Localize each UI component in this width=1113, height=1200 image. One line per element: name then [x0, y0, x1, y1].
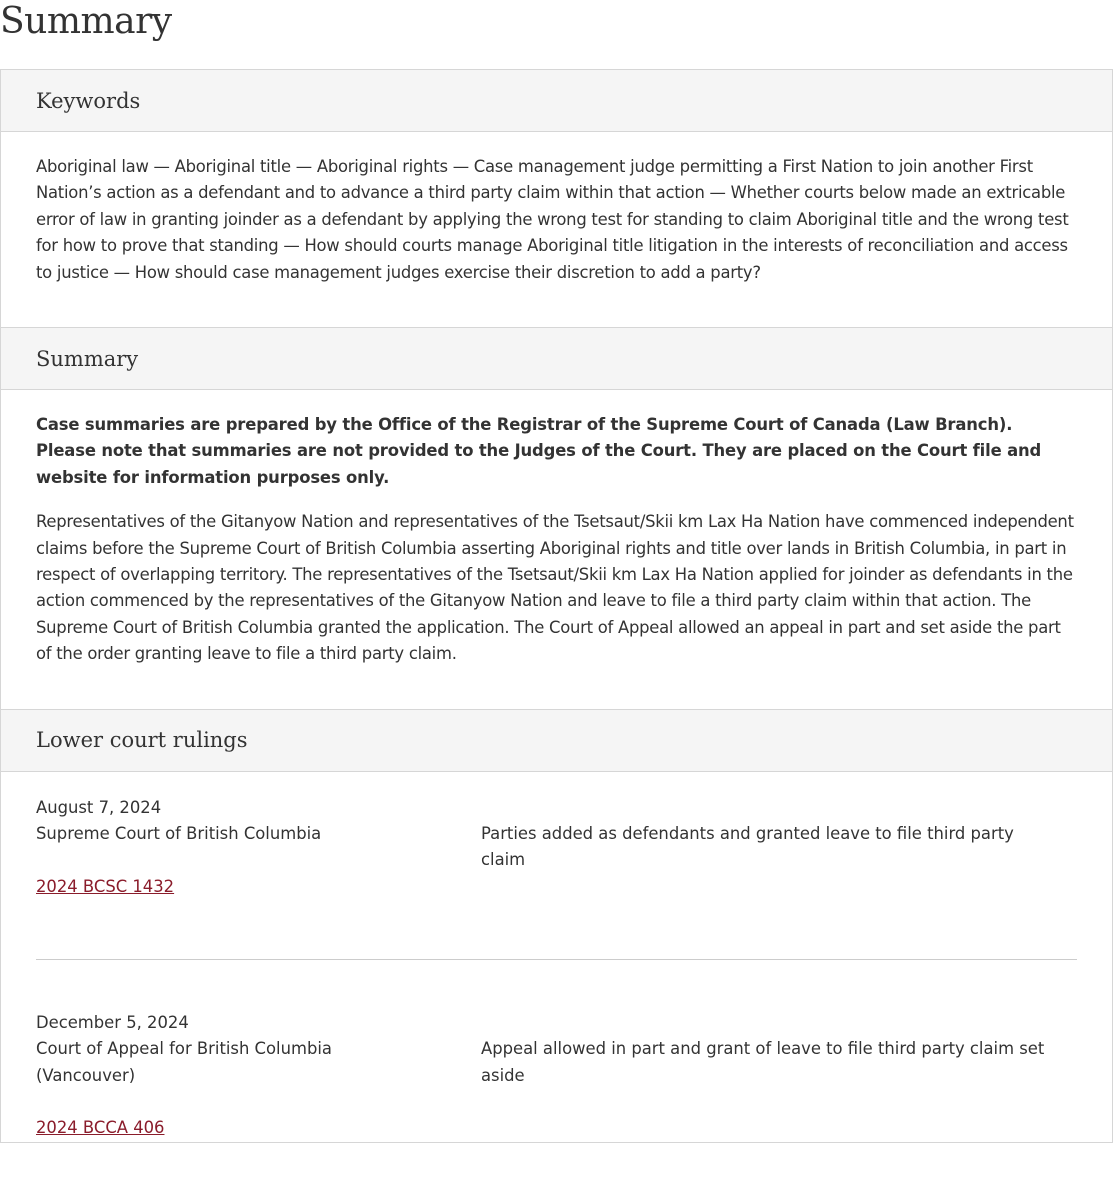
summary-body [1, 390, 1112, 709]
keywords-panel [0, 69, 1113, 328]
summary-text: Representatives of the Gitanyow Nation and representatives of the Tsetsaut/Skii km Lax Ha Nation have commenced independent claims before the Supreme Court of British Columbia asserting Aboriginal rights and title over lands in British Columbia, in part in respect of overlapping territory. The representatives of the Tsetsaut/Skii km Lax Ha Nation applied for joinder as defendants in the action commenced by the representatives of the Gitanyow Nation and leave to file a third party claim within that action. The Supreme Court of British Columbia granted the application. The Court of Appeal allowed an appeal in part and set aside the part of the order granting leave to file a third party claim. [36, 512, 1074, 664]
ruling-outcome-column [481, 1010, 1077, 1142]
ruling-divider [36, 959, 1077, 960]
ruling-meta [36, 1010, 481, 1142]
lower-court-panel [0, 710, 1113, 1143]
keywords-text: Aboriginal law — Aboriginal title — Aboriginal rights — Case management judge permitting a First Nation to join another First Nation’s action as a defendant and to advance a third party claim within that action — Whether courts below made an extricable error of law in granting joinder as a defendant by applying the wrong test for standing to claim Aboriginal title and the wrong test for how to prove that standing — How should courts manage Aboriginal title litigation in the interests of reconciliation and access to justice — How should case management judges exercise their discretion to add a party? [36, 157, 1069, 282]
ruling-outcome-column [481, 795, 1077, 900]
ruling-citation-link[interactable]: 2024 BCSC 1432 [36, 876, 175, 896]
ruling-item [36, 795, 1077, 900]
keywords-body [1, 132, 1112, 327]
summary-panel [0, 328, 1113, 710]
ruling-date: August 7, 2024 [36, 797, 162, 817]
keywords-heading: Keywords [1, 70, 1112, 132]
ruling-outcome: Parties added as defendants and granted leave to file third party claim [481, 824, 1014, 870]
ruling-meta [36, 795, 481, 900]
lower-court-heading: Lower court rulings [1, 710, 1112, 772]
ruling-outcome: Appeal allowed in part and grant of leave to file third party claim set aside [481, 1039, 1045, 1085]
summary-heading: Summary [1, 328, 1112, 390]
page-title: Summary [0, 1, 172, 42]
summary-notice: Case summaries are prepared by the Office of the Registrar of the Supreme Court of Canada (Law Branch). Please note that summaries are not provided to the Judges of the Court. They are placed on the Court file and website for information purposes only. [36, 415, 1042, 487]
ruling-court: Court of Appeal for British Columbia (Vancouver) [36, 1039, 332, 1085]
ruling-item [36, 1010, 1077, 1142]
ruling-date: December 5, 2024 [36, 1012, 189, 1032]
ruling-citation-link[interactable]: 2024 BCCA 406 [36, 1118, 165, 1138]
rulings-list [1, 772, 1112, 1142]
ruling-court: Supreme Court of British Columbia [36, 824, 322, 844]
